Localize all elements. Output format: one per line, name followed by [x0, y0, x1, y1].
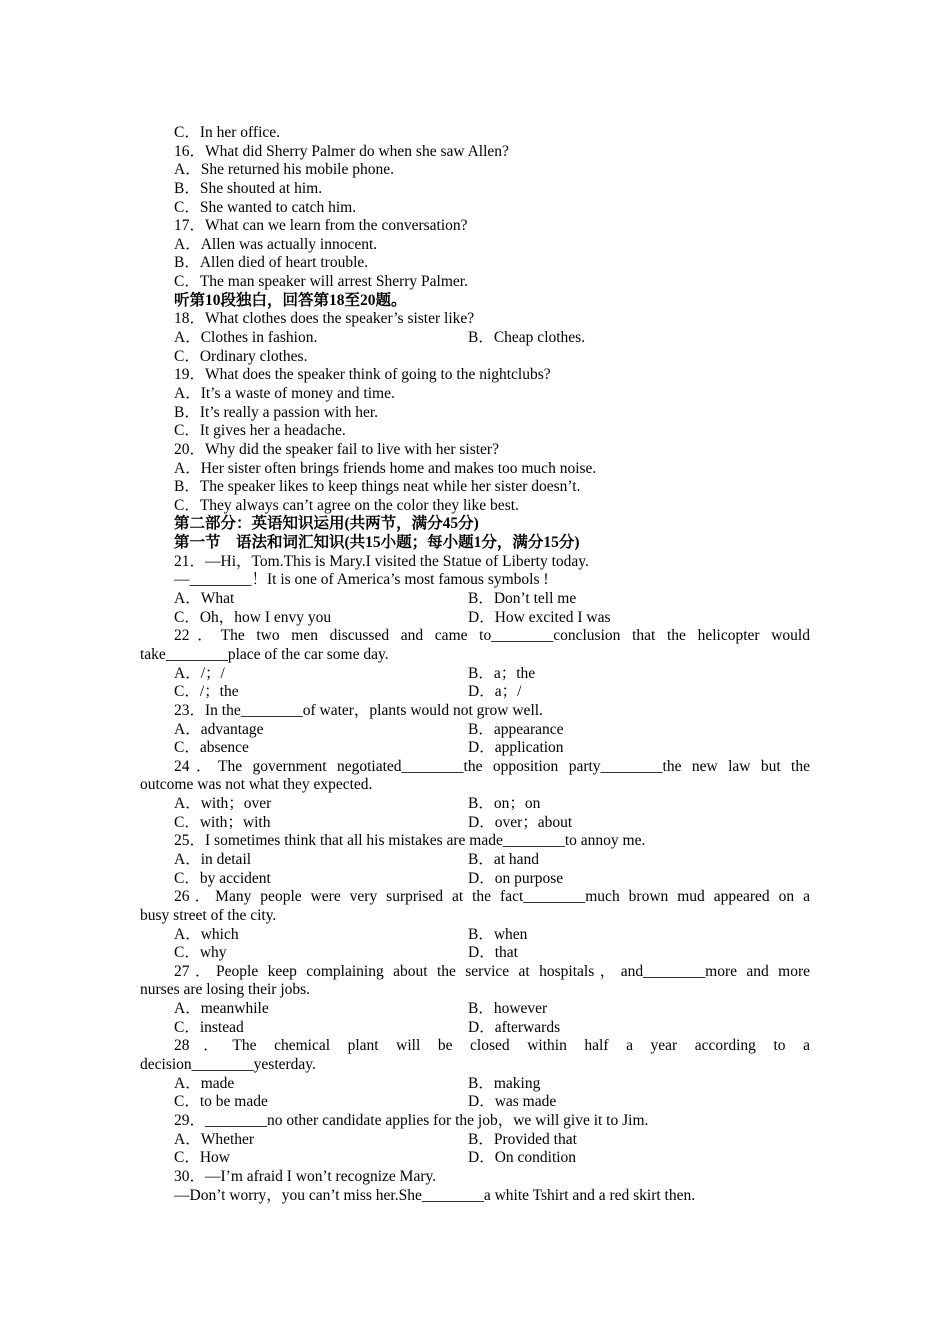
text-line: B．It’s really a passion with her.: [174, 403, 379, 421]
text-line: 26．Many people were very surprised at the fact________much brown mud appeared on a: [174, 888, 810, 906]
text-line: B．Allen died of heart trouble.: [174, 254, 369, 272]
answer-options-row: [140, 870, 810, 889]
option-right: B．Don’t tell me: [468, 590, 577, 608]
option-left: C．by accident: [174, 869, 271, 887]
option-right: D．over；about: [468, 813, 573, 831]
option-left: A．in detail: [174, 850, 252, 868]
text-line: B．The speaker likes to keep things neat while her sister doesn’t.: [174, 478, 581, 496]
text-line: C．In her office.: [174, 124, 281, 141]
option-left: A．with；over: [174, 795, 272, 813]
section-heading: 听第10段独白，回答第18至20题。: [174, 291, 407, 309]
option-right: D．that: [468, 944, 518, 962]
text-line: 27．People keep complaining about the service at hospitals，and________more and more: [174, 962, 810, 980]
text-line: —Don’t worry，you can’t miss her.She________a white Tshirt and a red skirt then.: [174, 1186, 696, 1204]
answer-options-row: [140, 1000, 810, 1019]
option-right: B．however: [468, 1000, 548, 1018]
text-line: C．The man speaker will arrest Sherry Palmer.: [174, 273, 468, 291]
option-right: B．on；on: [468, 795, 541, 813]
option-left: A．What: [174, 590, 235, 608]
text-line: 18．What clothes does the speaker’s sister like?: [174, 310, 475, 328]
text-line: 22．The two men discussed and came to________conclusion that the helicopter would: [174, 627, 810, 645]
section-heading: 第二部分：英语知识运用(共两节，满分45分): [174, 515, 479, 533]
answer-options-row: [140, 1093, 810, 1112]
text-line: 28．The chemical plant will be closed within half a year according to a: [174, 1037, 810, 1055]
option-right: D．On condition: [468, 1149, 577, 1167]
option-left: A．Whether: [174, 1130, 255, 1148]
answer-options-row: [140, 944, 810, 963]
text-line: C．It gives her a headache.: [174, 422, 346, 440]
option-left: A．meanwhile: [174, 1000, 269, 1018]
answer-options-row: [140, 795, 810, 814]
text-line: busy street of the city.: [140, 906, 277, 924]
text-line: A．She returned his mobile phone.: [174, 161, 394, 179]
option-left: C．/；the: [174, 683, 239, 701]
option-left: A．which: [174, 925, 239, 943]
option-left: C．with；with: [174, 813, 271, 831]
text-line: take________place of the car some day.: [140, 645, 389, 663]
answer-options-row: [140, 590, 810, 609]
option-left: C．absence: [174, 739, 249, 757]
text-line: 20．Why did the speaker fail to live with her sister?: [174, 440, 499, 458]
option-left: C．How: [174, 1149, 230, 1167]
option-right: D．How excited I was: [468, 608, 611, 626]
text-line: 17．What can we learn from the conversation?: [174, 217, 468, 235]
answer-options-row: [140, 683, 810, 702]
text-line: 30．—I’m afraid I won’t recognize Mary.: [174, 1167, 437, 1185]
text-line: nurses are losing their jobs.: [140, 981, 311, 999]
text-line: decision________yesterday.: [140, 1056, 316, 1074]
option-left: C．Oh，how I envy you: [174, 608, 332, 626]
text-line: 25．I sometimes think that all his mistakes are made________to annoy me.: [174, 832, 646, 850]
text-line: C．She wanted to catch him.: [174, 198, 357, 216]
text-line: A．Allen was actually innocent.: [174, 235, 378, 253]
text-line: 16．What did Sherry Palmer do when she saw Allen?: [174, 142, 509, 160]
answer-options-row: [140, 665, 810, 684]
section-heading: 第一节 语法和词汇知识(共15小题；每小题1分，满分15分): [174, 534, 580, 552]
answer-options-row: [140, 721, 810, 740]
answer-options-row: [140, 1019, 810, 1038]
document-page: [140, 124, 810, 1205]
text-line: 29．________no other candidate applies for the job，we will give it to Jim.: [174, 1111, 649, 1129]
answer-options-row: [140, 851, 810, 870]
option-right: B．when: [468, 925, 528, 943]
option-right: B．appearance: [468, 720, 564, 738]
option-left: A．made: [174, 1074, 235, 1092]
text-line: B．She shouted at him.: [174, 179, 323, 197]
option-right: D．application: [468, 739, 564, 757]
option-left: A．advantage: [174, 720, 264, 738]
answer-options-row: [140, 1149, 810, 1168]
option-left: C．to be made: [174, 1093, 268, 1111]
text-line: 23．In the________of water，plants would not grow well.: [174, 701, 543, 719]
answer-options-row: [140, 609, 810, 628]
option-right: D．a；/: [468, 683, 522, 701]
text-line: 24．The government negotiated________the opposition party________the new law but the: [174, 757, 810, 775]
answer-options-row: [140, 814, 810, 833]
text-line: A．It’s a waste of money and time.: [174, 384, 395, 402]
text-line: C．They always can’t agree on the color they like best.: [174, 496, 519, 514]
text-line: 19．What does the speaker think of going to the nightclubs?: [174, 366, 551, 384]
text-line: outcome was not what they expected.: [140, 776, 373, 794]
text-line: 21．—Hi，Tom.This is Mary.I visited the Statue of Liberty today.: [174, 552, 589, 570]
option-right: D．afterwards: [468, 1018, 561, 1036]
answer-options-row: [140, 926, 810, 945]
option-right: B．making: [468, 1074, 541, 1092]
option-left: C．instead: [174, 1018, 244, 1036]
text-line: A．Her sister often brings friends home and makes too much noise.: [174, 459, 597, 477]
option-right: D．on purpose: [468, 869, 564, 887]
option-right: B．at hand: [468, 850, 540, 868]
answer-options-row: [140, 329, 810, 348]
option-left: C．why: [174, 944, 227, 962]
text-line: —________！It is one of America’s most famous symbols !: [174, 571, 549, 589]
answer-options-row: [140, 1075, 810, 1094]
answer-options-row: [140, 739, 810, 758]
option-left: A．Clothes in fashion.: [174, 329, 318, 347]
option-right: B．a；the: [468, 664, 536, 682]
option-left: A．/；/: [174, 664, 225, 682]
answer-options-row: [140, 1131, 810, 1150]
option-right: D．was made: [468, 1093, 557, 1111]
text-line: C．Ordinary clothes.: [174, 347, 308, 365]
option-right: B．Provided that: [468, 1130, 577, 1148]
option-right: B．Cheap clothes.: [468, 329, 586, 347]
